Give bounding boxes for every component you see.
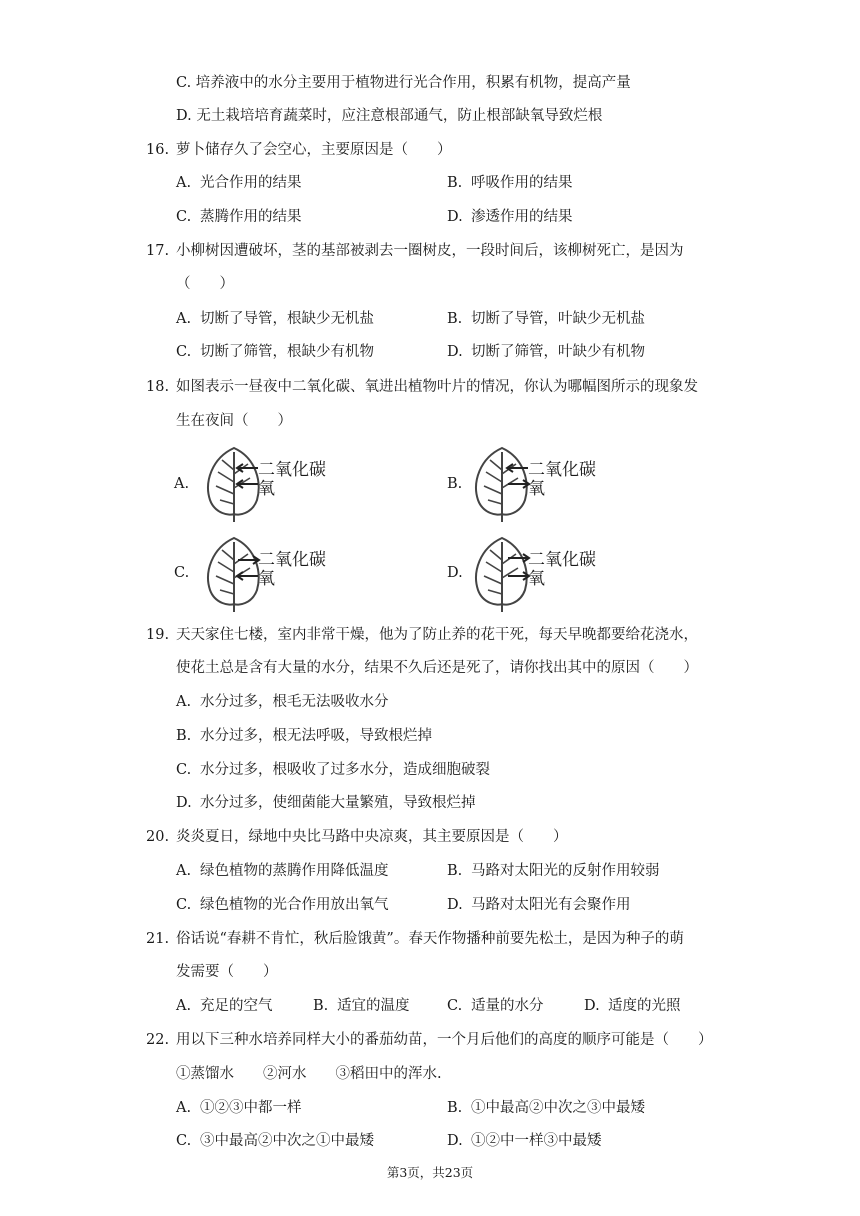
q19-stem-line1: 天天家住七楼，室内非常干燥，他为了防止养的花干死，每天早晚都要给花浇水， [176,627,698,643]
q17-stem-line1: 小柳树因遭破坏，茎的基部被剥去一圈树皮，一段时间后，该柳树死亡，是因为 [176,243,684,259]
q18-d-co2-label: 二氧化碳 [528,550,596,570]
q22-option-c [176,1131,374,1151]
option-label: A. [176,998,192,1014]
q21-option-b [313,996,410,1016]
option-label: B. [447,175,463,191]
option-text: 马路对太阳光的反射作用较弱 [471,863,660,879]
option-text: ①②③中都一样 [200,1100,302,1116]
option-text: 绿色植物的光合作用放出氧气 [200,897,389,913]
q18-b-o2-label: 氧 [528,479,545,499]
option-label: B. [447,1100,463,1116]
q17-number: 17. [146,243,170,259]
q22-stem: 用以下三种水培养同样大小的番茄幼苗，一个月后他们的高度的顺序可能是（ ） [176,1032,713,1048]
q22-substances: ①蒸馏水 ②河水 ③稻田中的浑水. [176,1066,442,1082]
q22-number: 22. [146,1032,170,1048]
q20-number: 20. [146,829,170,845]
q17-stem-line2: （ ） [176,276,234,292]
option-text: 渗透作用的结果 [471,209,573,225]
option-label: D. [447,897,463,913]
option-label: B. [447,863,463,879]
q17-option-c [176,342,374,362]
option-text: 水分过多，根无法呼吸，导致根烂掉 [200,728,432,744]
option-label: A. [176,863,192,879]
q18-d-o2-label: 氧 [528,569,545,589]
q22-option-a [176,1098,302,1118]
q19-number: 19. [146,627,170,643]
option-label: A. [176,311,192,327]
option-label: D. [447,209,463,225]
q21-option-a [176,996,273,1016]
q16-option-d [447,207,573,227]
q18-stem-line2: 生在夜间（ ） [176,413,292,429]
page-footer: 第3页，共23页 [386,1165,474,1180]
option-text: 蒸腾作用的结果 [200,209,302,225]
q20-option-b [447,861,660,881]
option-text: 切断了筛管，根缺少有机物 [200,344,374,360]
q18-option-d-label: D. [447,565,463,581]
option-text: 适度的光照 [608,998,681,1014]
q20-stem: 炎炎夏日，绿地中央比马路中央凉爽，其主要原因是（ ） [176,829,568,845]
option-label: C. [176,1133,192,1149]
option-label: C. [176,209,192,225]
q18-a-co2-label: 二氧化碳 [258,460,326,480]
option-text: 切断了导管，叶缺少无机盐 [471,311,645,327]
q19-option-a [176,692,389,712]
q16-option-c [176,207,302,227]
option-label: B. [313,998,329,1014]
option-text: ①中最高②中次之③中最矮 [471,1100,645,1116]
q22-option-b [447,1098,645,1118]
option-label: C. [176,762,192,778]
q18-c-co2-label: 二氧化碳 [258,550,326,570]
option-text: 水分过多，根吸收了过多水分，造成细胞破裂 [200,762,490,778]
q18-option-b-label: B. [447,476,463,492]
option-text: 水分过多，根毛无法吸收水分 [200,694,389,710]
option-text: 光合作用的结果 [200,175,302,191]
q16-option-a [176,173,302,193]
q19-option-c [176,760,490,780]
option-text: 呼吸作用的结果 [471,175,573,191]
q20-option-a [176,861,389,881]
option-text: 切断了筛管，叶缺少有机物 [471,344,645,360]
q16-stem: 萝卜储存久了会空心，主要原因是（ ） [176,142,452,158]
option-label: D. [584,998,600,1014]
q18-a-o2-label: 氧 [258,479,275,499]
option-text: 充足的空气 [200,998,273,1014]
option-text: 适宜的温度 [337,998,410,1014]
q19-stem-line2: 使花土总是含有大量的水分，结果不久后还是死了，请你找出其中的原因（ ） [176,660,698,676]
option-label: D. [447,344,463,360]
q21-number: 21. [146,931,170,947]
q21-stem-line2: 发需要（ ） [176,964,278,980]
option-label: B. [176,728,192,744]
q21-option-d [584,996,681,1016]
option-label: C. [176,897,192,913]
q18-c-o2-label: 氧 [258,569,275,589]
q21-option-c [447,996,544,1016]
option-text: 适量的水分 [471,998,544,1014]
option-text: 水分过多，使细菌能大量繁殖，导致根烂掉 [200,795,476,811]
q22-option-d [447,1131,602,1151]
q15-option-c: C. 培养液中的水分主要用于植物进行光合作用，积累有机物，提高产量 [176,75,631,91]
q16-number: 16. [146,142,170,158]
q15-option-d: D. 无土栽培培育蔬菜时，应注意根部通气，防止根部缺氧导致烂根 [176,108,603,124]
option-label: B. [447,311,463,327]
q16-option-b [447,173,573,193]
q17-option-b [447,309,645,329]
option-text: 绿色植物的蒸腾作用降低温度 [200,863,389,879]
option-label: C. [176,344,192,360]
q18-option-c-label: C. [174,565,190,581]
q17-option-a [176,309,374,329]
option-label: A. [176,694,192,710]
q21-stem-line1: 俗话说“春耕不肯忙，秋后脸饿黄”。春天作物播种前要先松土，是因为种子的萌 [176,931,684,947]
option-label: C. [447,998,463,1014]
q19-option-d [176,793,476,813]
option-label: D. [447,1133,463,1149]
q18-b-co2-label: 二氧化碳 [528,460,596,480]
q18-number: 18. [146,379,170,395]
option-text: ①②中一样③中最矮 [471,1133,602,1149]
option-text: 切断了导管，根缺少无机盐 [200,311,374,327]
q20-option-c [176,895,389,915]
q20-option-d [447,895,631,915]
option-text: 马路对太阳光有会聚作用 [471,897,631,913]
option-label: A. [176,1100,192,1116]
option-label: D. [176,795,192,811]
q17-option-d [447,342,645,362]
option-text: ③中最高②中次之①中最矮 [200,1133,374,1149]
option-label: A. [176,175,192,191]
q19-option-b [176,726,432,746]
q18-stem-line1: 如图表示一昼夜中二氧化碳、氧进出植物叶片的情况，你认为哪幅图所示的现象发 [176,379,698,395]
q18-option-a-label: A. [174,476,190,492]
